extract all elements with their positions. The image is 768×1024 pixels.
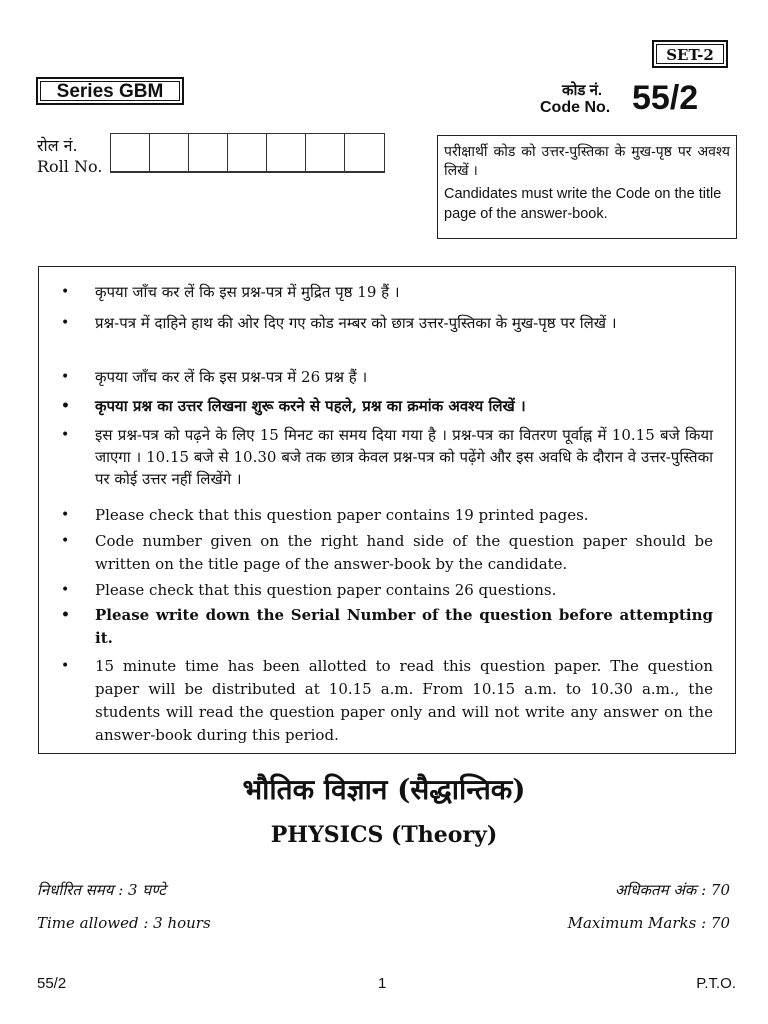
- candidate-note-box: [437, 135, 737, 239]
- instruction-item: [61, 604, 713, 650]
- series-label-box: [36, 77, 184, 105]
- bullet-icon: •: [61, 427, 70, 443]
- footer-code: 55/2: [37, 975, 67, 992]
- pto-label: P.T.O.: [696, 975, 736, 992]
- series-label: Series GBM: [40, 81, 180, 101]
- instruction-text: कृपया जाँच कर लें कि इस प्रश्न-पत्र में 26 प्रश्न हैं ।: [95, 368, 368, 386]
- bullet-icon: •: [61, 315, 70, 331]
- code-label: Code No.: [540, 99, 611, 116]
- instruction-text: 15 minute time has been allotted to read this question paper. The question paper will be distributed at 10.15 a.m. From 10.15 a.m. to 10.30 a.m., the students will read the question paper only and will not write any answer on the answer-book during this period.: [95, 657, 713, 744]
- instruction-text: कृपया जाँच कर लें कि इस प्रश्न-पत्र में मुद्रित पृष्ठ 19 हैं ।: [95, 283, 400, 301]
- roll-digit-box[interactable]: [111, 134, 150, 171]
- instructions-box: [38, 266, 736, 754]
- instruction-text: Please check that this question paper contains 26 questions.: [95, 581, 557, 599]
- roll-digit-box[interactable]: [306, 134, 345, 171]
- instruction-item: [61, 424, 713, 490]
- bullet-icon: •: [61, 507, 70, 523]
- bullet-icon: •: [61, 607, 70, 623]
- set-label: SET-2: [656, 44, 724, 64]
- roll-digit-box[interactable]: [267, 134, 306, 171]
- bullet-icon: •: [61, 284, 70, 300]
- time-allowed-hindi: निर्धारित समय : 3 घण्टे: [37, 881, 166, 899]
- roll-digit-box[interactable]: [228, 134, 267, 171]
- instruction-item: [61, 395, 713, 417]
- subject-title-hindi: भौतिक विज्ञान (सैद्धान्तिक): [242, 773, 526, 806]
- instruction-item: [61, 530, 713, 576]
- roll-number-boxes[interactable]: [110, 133, 385, 173]
- roll-label: Roll No.: [37, 157, 103, 176]
- code-label-hindi: कोड नं.: [562, 82, 603, 99]
- bullet-icon: •: [61, 582, 70, 598]
- instruction-text: प्रश्न-पत्र में दाहिने हाथ की ओर दिए गए कोड नम्बर को छात्र उत्तर-पुस्तिका के मुख-पृष्ठ पर लिखें ।: [95, 314, 617, 332]
- instruction-text: इस प्रश्न-पत्र को पढ़ने के लिए 15 मिनट का समय दिया गया है । प्रश्न-पत्र का वितरण पूर्वाह्न में 10.15 बजे किया जाएगा । 10.15 बजे से 10.30 बजे तक छात्र केवल प्रश्न-पत्र को पढ़ेंगे और इस अवधि के दौरान वे उत्तर-पुस्तिका पर कोई उत्तर नहीं लिखेंगे ।: [95, 426, 713, 488]
- instruction-item: [61, 281, 713, 303]
- instruction-text: कृपया प्रश्न का उत्तर लिखना शुरू करने से पहले, प्रश्न का क्रमांक अवश्य लिखें ।: [95, 397, 526, 415]
- subject-title: PHYSICS (Theory): [270, 822, 498, 848]
- instruction-text: Code number given on the right hand side of the question paper should be written on the title page of the answer-book by the candidate.: [95, 532, 713, 573]
- candidate-note-english: Candidates must write the Code on the title page of the answer-book.: [444, 186, 722, 222]
- instruction-item: [61, 504, 713, 527]
- bullet-icon: •: [61, 398, 70, 414]
- instruction-item: [61, 655, 713, 747]
- instruction-item: [61, 579, 713, 602]
- bullet-icon: •: [61, 658, 70, 674]
- instruction-item: [61, 312, 713, 334]
- time-allowed: Time allowed : 3 hours: [37, 914, 211, 932]
- bullet-icon: •: [61, 533, 70, 549]
- code-number: 55/2: [632, 79, 699, 117]
- maximum-marks: Maximum Marks : 70: [567, 914, 730, 932]
- bullet-icon: •: [61, 369, 70, 385]
- instruction-text: Please write down the Serial Number of the question before attempting it.: [95, 606, 713, 647]
- roll-digit-box[interactable]: [189, 134, 228, 171]
- page-number: 1: [378, 975, 387, 992]
- roll-digit-box[interactable]: [345, 134, 384, 171]
- instruction-item: [61, 366, 713, 388]
- set-label-box: [652, 40, 728, 68]
- instruction-text: Please check that this question paper contains 19 printed pages.: [95, 506, 589, 524]
- maximum-marks-hindi: अधिकतम अंक : 70: [614, 881, 730, 899]
- roll-digit-box[interactable]: [150, 134, 189, 171]
- roll-label-hindi: रोल नं.: [37, 136, 78, 155]
- candidate-note-hindi: परीक्षार्थी कोड को उत्तर-पुस्तिका के मुख-पृष्ठ पर अवश्य लिखें ।: [444, 143, 730, 178]
